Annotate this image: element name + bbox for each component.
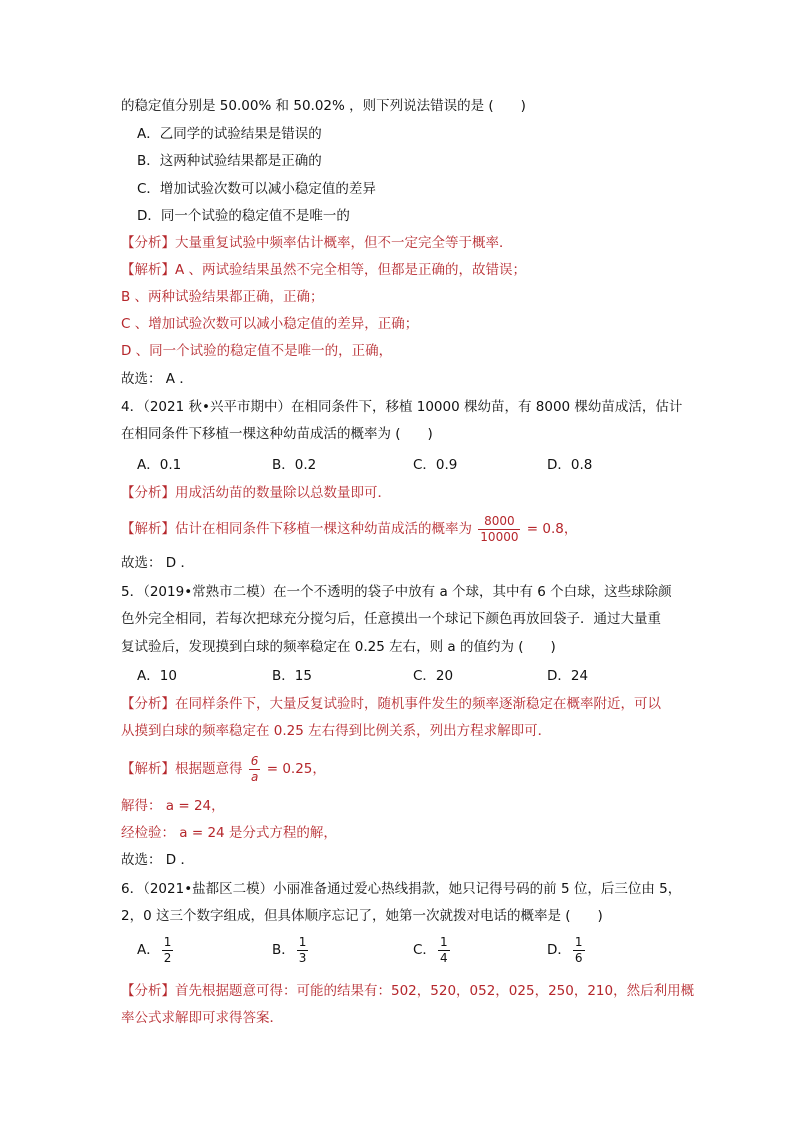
q5-check: 经检验： a = 24 是分式方程的解，: [121, 825, 337, 841]
q3-solution-line-2: B 、两种试验结果都正确，正确；: [121, 289, 324, 305]
q4-option-d: D．0.8: [547, 457, 593, 473]
q5-option-c: C．20: [413, 668, 454, 684]
option-label: C．: [413, 942, 436, 958]
analysis-tag: 【分析】: [121, 485, 175, 501]
analysis-text: 大量重复试验中频率估计概率，但不一定完全等于概率．: [175, 235, 513, 251]
solution-tag: 【解析】: [121, 761, 175, 777]
q4-stem-line-2: 在相同条件下移植一棵这种幼苗成活的概率为 ( ): [121, 426, 433, 442]
q6-analysis-line-1: [121, 981, 694, 1001]
q6-option-b: [272, 934, 310, 966]
fraction-numerator: 1: [298, 934, 307, 949]
solution-text: 根据题意得: [175, 761, 243, 777]
analysis-tag: 【分析】: [121, 696, 175, 712]
fraction-numerator: 8000: [478, 514, 520, 530]
q3-option-a: A．乙同学的试验结果是错误的: [137, 126, 322, 142]
q5-stem-line-2: 色外完全相同，若每次把球充分搅匀后，任意摸出一个球记下颜色再放回袋子．通过大量重: [121, 611, 661, 627]
fraction: [438, 935, 450, 966]
q5-analysis-line-2: 从摸到白球的频率稳定在 0.25 左右得到比例关系，列出方程求解即可．: [121, 723, 552, 739]
q4-stem-line-1: 4．（2021 秋•兴平市期中）在相同条件下，移植 10000 棵幼苗，有 8000 棵幼苗成活，估计: [121, 399, 683, 415]
fraction-numerator: 1: [574, 934, 583, 949]
q5-option-b: B．15: [272, 668, 312, 684]
q5-stem-line-3: 复试验后，发现摸到白球的频率稳定在 0.25 左右，则 a 的值约为 ( ): [121, 639, 556, 655]
fraction-numerator: 6: [250, 753, 259, 768]
fraction-numerator: 1: [163, 934, 172, 949]
q6-stem-line-2: 2，0 这三个数字组成，但具体顺序忘记了，她第一次就拨对电话的概率是 ( ): [121, 908, 603, 924]
solution-text: 估计在相同条件下移植一棵这种幼苗成活的概率为: [175, 521, 472, 537]
fraction-denominator: 2: [163, 950, 172, 965]
q3-option-c: C．增加试验次数可以减小稳定值的差异: [137, 181, 376, 197]
q4-solution: [121, 513, 577, 545]
q3-solution-line-3: C 、增加试验次数可以减小稳定值的差异，正确；: [121, 316, 419, 332]
q4-option-c: C．0.9: [413, 457, 458, 473]
analysis-tag: 【分析】: [121, 983, 175, 999]
q3-solution-line-1: [121, 260, 526, 280]
solution-tag: 【解析】: [121, 521, 175, 537]
fraction-denominator: 6: [574, 950, 583, 965]
fraction-denominator: 3: [298, 950, 307, 965]
fraction: [249, 754, 261, 785]
q3-solution-line-4: D 、同一个试验的稳定值不是唯一的，正确，: [121, 343, 393, 359]
solution-result: = 0.8，: [526, 521, 578, 537]
fraction: [297, 935, 309, 966]
fraction-denominator: 10000: [480, 529, 519, 544]
fraction-denominator: 4: [439, 950, 448, 965]
q3-stem-tail: 的稳定值分别是 50.00% 和 50.02% ，则下列说法错误的是 ( ): [121, 98, 526, 114]
q5-analysis-line-1: [121, 694, 661, 714]
q3-analysis: [121, 233, 513, 253]
q6-option-c: [413, 934, 452, 966]
q6-stem-line-1: 6．（2021•盐都区二模）小丽准备通过爱心热线捐款，她只记得号码的前 5 位，后三位由 5，: [121, 881, 682, 897]
option-label: D．: [547, 942, 571, 958]
option-label: A．: [137, 942, 160, 958]
solution-text: A 、两试验结果虽然不完全相等，但都是正确的，故错误；: [175, 262, 527, 278]
q3-option-b: B．这两种试验结果都是正确的: [137, 153, 322, 169]
option-label: B．: [272, 942, 295, 958]
q3-option-d: D．同一个试验的稳定值不是唯一的: [137, 208, 350, 224]
q6-option-d: [547, 934, 587, 966]
fraction: [478, 514, 520, 545]
q4-option-b: B．0.2: [272, 457, 317, 473]
fraction-numerator: 1: [439, 934, 448, 949]
analysis-text: 首先根据题意可得：可能的结果有：502，520，052，025，250，210，然后利用概: [175, 983, 695, 999]
q4-option-a: A．0.1: [137, 457, 182, 473]
q6-option-a: [137, 934, 175, 966]
q5-solution: [121, 753, 326, 785]
q5-option-a: A．10: [137, 668, 177, 684]
fraction-denominator: a: [250, 769, 259, 784]
q5-answer: 故选： D ．: [121, 852, 194, 868]
q5-stem-line-1: 5．（2019•常熟市二模）在一个不透明的袋子中放有 a 个球，其中有 6 个白球，这些球除颜: [121, 584, 672, 600]
analysis-tag: 【分析】: [121, 235, 175, 251]
fraction: [573, 935, 585, 966]
q5-solve: 解得： a = 24，: [121, 798, 225, 814]
analysis-text: 用成活幼苗的数量除以总数量即可．: [175, 485, 391, 501]
solution-result: = 0.25，: [266, 761, 326, 777]
q3-answer: 故选： A ．: [121, 371, 193, 387]
q4-answer: 故选： D ．: [121, 555, 194, 571]
fraction: [162, 935, 174, 966]
analysis-text: 在同样条件下，大量反复试验时，随机事件发生的频率逐渐稳定在概率附近，可以: [175, 696, 661, 712]
q4-analysis: [121, 483, 391, 503]
q6-analysis-line-2: 率公式求解即可求得答案．: [121, 1010, 283, 1026]
q5-option-d: D．24: [547, 668, 589, 684]
solution-tag: 【解析】: [121, 262, 175, 278]
